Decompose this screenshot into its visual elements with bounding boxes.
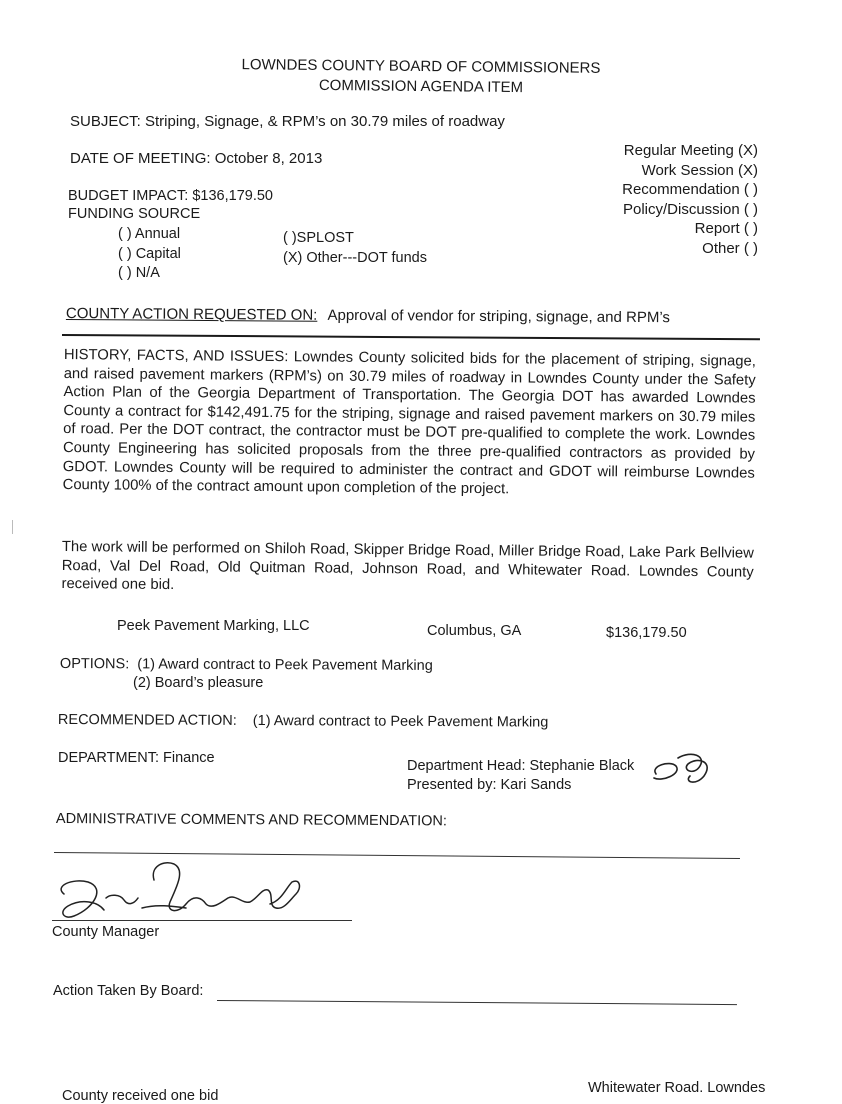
funding-other: (X) Other---DOT funds bbox=[283, 250, 427, 266]
department: DEPARTMENT: Finance bbox=[58, 750, 215, 766]
meeting-type-regular: Regular Meeting (X) bbox=[623, 142, 758, 159]
meeting-type-other: Other ( ) bbox=[702, 239, 758, 257]
margin-mark bbox=[12, 520, 13, 534]
county-action-value: Approval of vendor for striping, signage, and RPM’s bbox=[327, 306, 671, 327]
action-taken-label: Action Taken By Board: bbox=[53, 983, 204, 999]
options-label: OPTIONS: bbox=[59, 656, 130, 673]
county-manager-label: County Manager bbox=[52, 924, 160, 940]
meeting-type-list bbox=[622, 141, 758, 258]
work-paragraph: The work will be performed on Shiloh Road, Skipper Bridge Road, Miller Bridge Road, Lake Park Bellview Road, Val Del Road, Old Quitman Road, Johnson Road, and Whitewater Road. Lowndes County received one bid. bbox=[61, 538, 754, 594]
option-2: (2) Board’s pleasure bbox=[133, 675, 264, 691]
action-taken-line bbox=[217, 1000, 737, 1005]
recommended-action-value: (1) Award contract to Peek Pavement Marking bbox=[252, 713, 549, 731]
county-action-line bbox=[66, 305, 670, 326]
department-head: Department Head: Stephanie Black bbox=[407, 758, 635, 774]
meeting-type-recommendation: Recommendation ( ) bbox=[622, 181, 758, 198]
bottom-bleed-right: Whitewater Road. Lowndes bbox=[588, 1080, 766, 1096]
meeting-type-report: Report ( ) bbox=[694, 220, 758, 237]
department-head-initials bbox=[648, 748, 718, 790]
meeting-type-policy: Policy/Discussion ( ) bbox=[622, 200, 758, 218]
section-divider bbox=[62, 334, 760, 340]
bid-amount: $136,179.50 bbox=[606, 625, 687, 641]
subject-line: SUBJECT: Striping, Signage, & RPM’s on 30.79 miles of roadway bbox=[70, 113, 505, 130]
funding-annual: ( ) Annual bbox=[118, 226, 181, 242]
admin-comments-label: ADMINISTRATIVE COMMENTS AND RECOMMENDATION: bbox=[55, 811, 447, 830]
funding-na: ( ) N/A bbox=[118, 265, 160, 281]
bid-vendor: Peek Pavement Marking, LLC bbox=[117, 618, 310, 634]
meeting-type-work-session: Work Session (X) bbox=[641, 161, 758, 179]
header-title: LOWNDES COUNTY BOARD OF COMMISSIONERS bbox=[241, 56, 601, 77]
date-of-meeting: DATE OF MEETING: October 8, 2013 bbox=[70, 150, 323, 167]
options-line-1 bbox=[60, 656, 433, 674]
county-action-label: COUNTY ACTION REQUESTED ON: bbox=[65, 305, 318, 324]
option-1: (1) Award contract to Peek Pavement Marking bbox=[137, 656, 433, 674]
header-subtitle: COMMISSION AGENDA ITEM bbox=[318, 76, 524, 97]
funding-splost: ( )SPLOST bbox=[283, 230, 354, 246]
recommended-action-label: RECOMMENDED ACTION: bbox=[57, 712, 237, 729]
recommended-action-line bbox=[58, 712, 548, 731]
county-manager-line bbox=[52, 920, 352, 921]
funding-capital: ( ) Capital bbox=[118, 246, 181, 262]
history-paragraph: HISTORY, FACTS, AND ISSUES: Lowndes County solicited bids for the placement of striping, signage, and raised pavement markers (RPM’s) on 30.79 miles of roadway in Lowndes County under the Safety Action Plan of the Georgia Department of Transportation. The Georgia DOT has awarded Lowndes County a contract for $142,491.75 for the striping, signage and raised pavement markers on 30.79 miles of road. Per the DOT contract, the contractor must be DOT pre-qualified to complete the work. Lowndes County Engineering has solicited proposals from the three pre-qualified contractors as provided by GDOT. Lowndes County will be required to administer the contract and GDOT will reimburse Lowndes County 100% of the contract amount upon completion of the project. bbox=[62, 346, 756, 498]
bottom-bleed-left: County received one bid bbox=[62, 1088, 219, 1104]
funding-source-label: FUNDING SOURCE bbox=[68, 206, 201, 222]
budget-impact: BUDGET IMPACT: $136,179.50 bbox=[68, 188, 273, 204]
bid-location: Columbus, GA bbox=[427, 623, 522, 639]
presented-by: Presented by: Kari Sands bbox=[407, 777, 572, 793]
